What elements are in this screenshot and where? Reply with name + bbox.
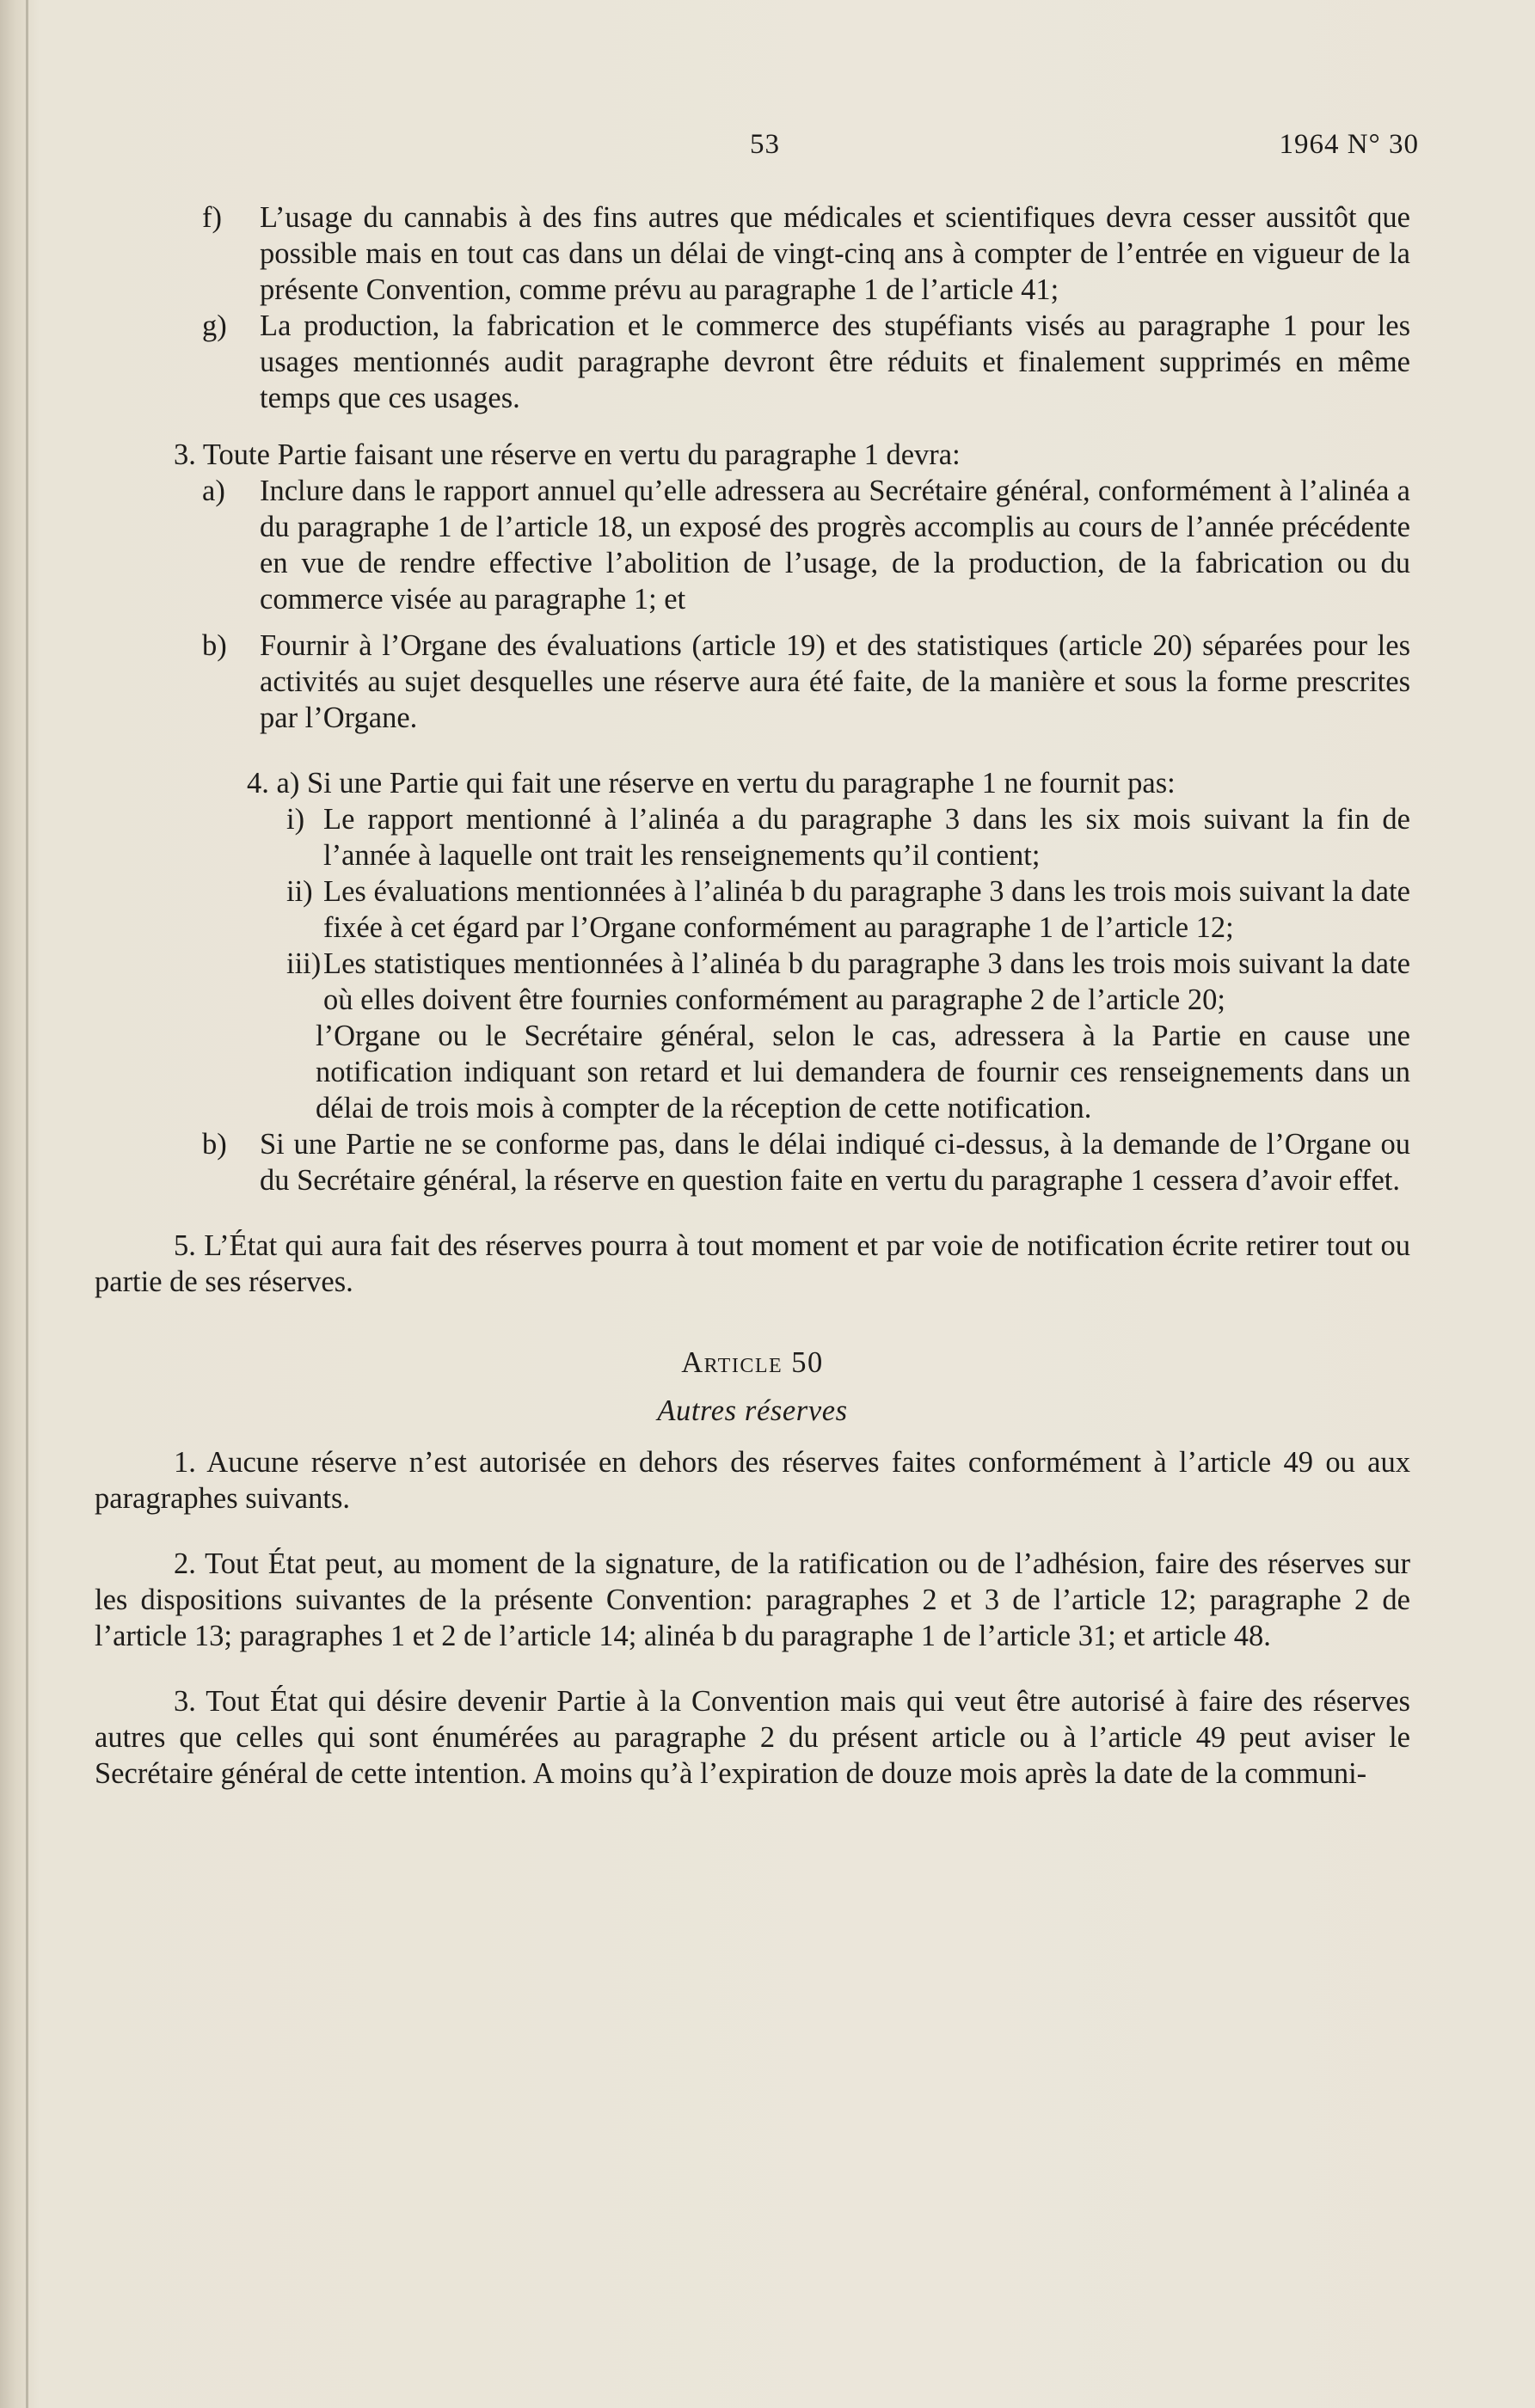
list-item (95, 308, 1410, 416)
item-marker: a) (202, 475, 225, 507)
list-item (95, 873, 1410, 946)
item-text: Le rapport mentionné à l’alinéa a du paragraphe 3 dans les six mois suivant la fin de l’année à laquelle ont trait les renseignements qu’il contient; (323, 803, 1410, 872)
paragraph-4-continuation: l’Organe ou le Secrétaire général, selon le cas, adressera à la Partie en cause une notification indiquant son retard et lui demandera de fournir ces renseignements dans un délai de trois mois à compter de la réception de cette notification. (316, 1020, 1410, 1124)
list-item (95, 199, 1410, 308)
item-marker: 4. a) (247, 767, 300, 800)
article-title: Article 50 (681, 1346, 824, 1379)
list-item (95, 628, 1410, 736)
item-marker: g) (202, 309, 227, 342)
item-text: Les statistiques mentionnées à l’alinéa b du paragraphe 3 dans les trois mois suivant la date où elles doivent être fournies conformément au paragraphe 2 de l’article 20; (323, 947, 1410, 1016)
list-item (95, 473, 1410, 617)
item-marker: ii) (286, 875, 313, 908)
item-text: La production, la fabrication et le commerce des stupéfiants visés au paragraphe 1 pour les usages mentionnés audit paragraphe devront être réduits et finalement supprimés en même temps que ces usages. (260, 309, 1410, 414)
article-paragraph: 2. Tout État peut, au moment de la signature, de la ratification ou de l’adhésion, faire des réserves sur les dispositions suivantes de la présente Convention: paragraphes 2 et 3 de l’article 12; paragraphe 2 de l’article 13; paragraphes 1 et 2 de l’article 14; alinéa b du paragraphe 1 de l’article 31; et article 48. (95, 1547, 1410, 1652)
item-marker: iii) (286, 947, 322, 980)
list-item (95, 946, 1410, 1018)
list-item (95, 1126, 1410, 1198)
item-text: Fournir à l’Organe des évaluations (article 19) et des statistiques (article 20) séparées pour les activités au sujet desquelles une réserve aura été faite, de la manière et sous la forme prescrites par l’Organe. (260, 629, 1410, 734)
article-heading (95, 1345, 1410, 1381)
book-spine-shadow (26, 0, 28, 2408)
list-item (95, 801, 1410, 873)
item-text: L’usage du cannabis à des fins autres que médicales et scientifiques devra cesser aussitôt que possible mais en tout cas dans un délai de vingt-cinq ans à compter de l’entrée en vigueur de la présente Convention, comme prévu au paragraphe 1 de l’article 41; (260, 201, 1410, 306)
article-paragraph: 3. Tout État qui désire devenir Partie à la Convention mais qui veut être autorisé à faire des réserves autres que celles qui sont énumérées au paragraphe 2 du présent article ou à l’article 49 peut aviser le Secrétaire général de cette intention. A moins qu’à l’expiration de douze mois après la date de la communi- (95, 1685, 1410, 1790)
paragraph-4-lead (95, 765, 1410, 801)
article-paragraph: 1. Aucune réserve n’est autorisée en dehors des réserves faites conformément à l’article 49 ou aux paragraphes suivants. (95, 1446, 1410, 1515)
treaty-year-number: 1964 N° 30 (1279, 129, 1419, 160)
paragraph-3-lead: 3. Toute Partie faisant une réserve en vertu du paragraphe 1 devra: (174, 438, 961, 471)
item-marker: f) (202, 201, 222, 234)
item-marker: b) (202, 1128, 227, 1161)
item-text: Inclure dans le rapport annuel qu’elle adressera au Secrétaire général, conformément à l’alinéa a du paragraphe 1 de l’article 18, un exposé des progrès accomplis au cours de l’année précédente en vue de rendre effective l’abolition de l’usage, de la production, de la fabrication ou du commerce visée au paragraphe 1; et (260, 475, 1410, 616)
page-text (95, 199, 1410, 1792)
item-marker: b) (202, 629, 227, 662)
page-number: 53 (750, 129, 780, 160)
item-text: Si une Partie ne se conforme pas, dans le délai indiqué ci-dessus, à la demande de l’Organe ou du Secrétaire général, la réserve en question faite en vertu du paragraphe 1 cessera d’avoir effet. (260, 1128, 1410, 1197)
article-subtitle: Autres réserves (657, 1394, 848, 1427)
item-marker: i) (286, 803, 305, 836)
paragraph-5: 5. L’État qui aura fait des réserves pourra à tout moment et par voie de notification écrite retirer tout ou partie de ses réserves. (95, 1229, 1410, 1298)
item-text: Les évaluations mentionnées à l’alinéa b du paragraphe 3 dans les trois mois suivant la date fixée à cet égard par l’Organe conformément au paragraphe 1 de l’article 12; (323, 875, 1410, 944)
item-text: Si une Partie qui fait une réserve en vertu du paragraphe 1 ne fournit pas: (307, 767, 1176, 800)
running-header (0, 129, 1535, 172)
